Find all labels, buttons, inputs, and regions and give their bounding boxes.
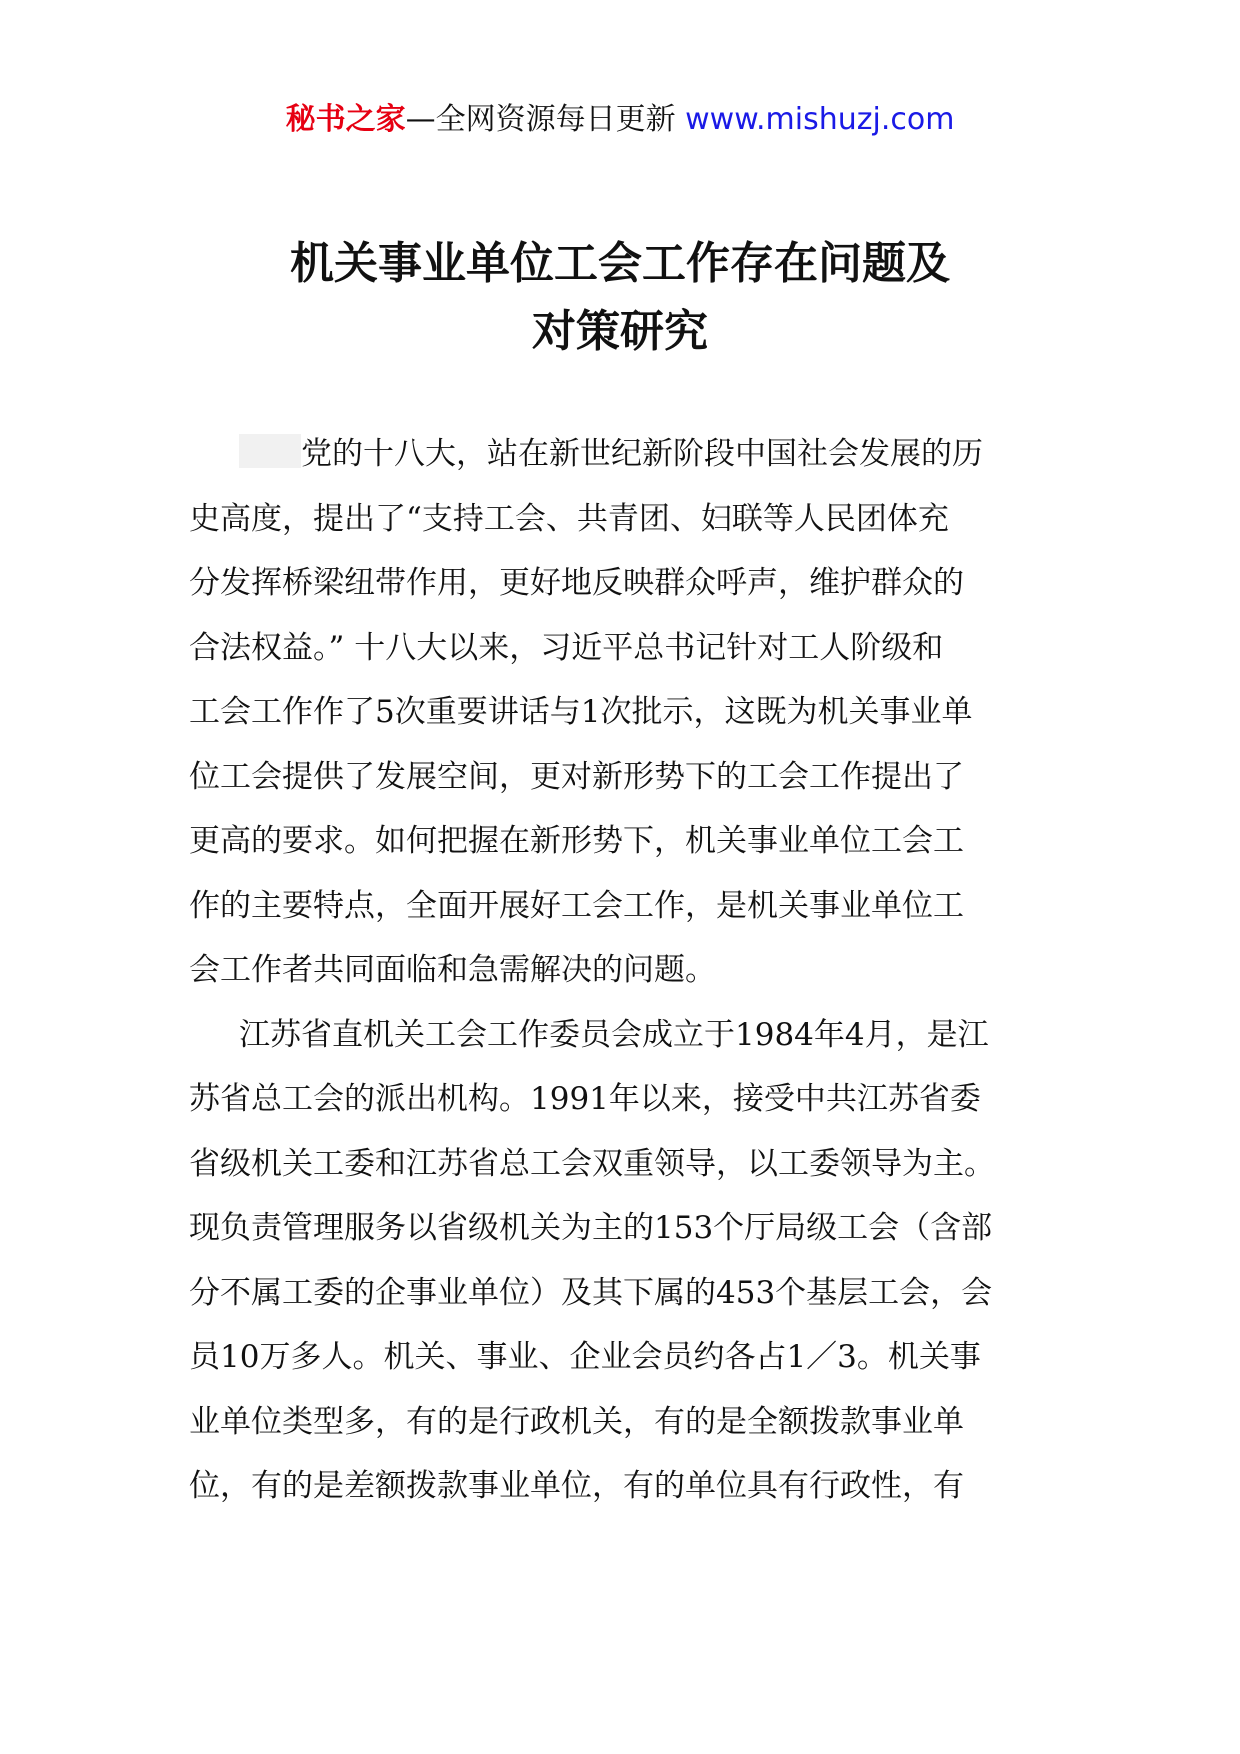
paragraph-line: 员10万多人。机关、事业、企业会员约各占1／3。机关事 <box>189 1339 981 1375</box>
paragraph-line: 位工会提供了发展空间，更对新形势下的工会工作提出了 <box>189 758 964 795</box>
paragraph-line: 苏省总工会的派出机构。1991年以来，接受中共江苏省委 <box>189 1081 981 1117</box>
paragraph-line: 工会工作作了5次重要讲话与1次批示，这既为机关事业单 <box>189 694 973 730</box>
site-slogan: —全网资源每日更新 <box>405 102 686 137</box>
paragraph-line: 合法权益。” 十八大以来，习近平总书记针对工人阶级和 <box>189 629 944 666</box>
site-header <box>0 100 1240 140</box>
line-text: 江苏省直机关工会工作委员会成立于1984年4月，是江 <box>239 1016 989 1053</box>
document-title <box>0 230 1240 366</box>
paragraph-1 <box>189 422 1059 1003</box>
paragraph-line: 分发挥桥梁纽带作用，更好地反映群众呼声，维护群众的 <box>189 565 964 601</box>
document-body <box>189 422 1059 1519</box>
title-line-1: 机关事业单位工会工作存在问题及 <box>290 238 950 289</box>
paragraph-line: 史高度，提出了“支持工会、共青团、妇联等人民团体充 <box>189 500 949 537</box>
paragraph-line: 会工作者共同面临和急需解决的问题。 <box>189 952 716 988</box>
site-brand: 秘书之家 <box>285 102 406 137</box>
site-url-link[interactable]: www.mishuzj.com <box>685 102 955 137</box>
title-line-2: 对策研究 <box>532 306 708 357</box>
paragraph-line: 省级机关工委和江苏省总工会双重领导，以工委领导为主。 <box>189 1145 995 1182</box>
paragraph-line: 位，有的是差额拨款事业单位，有的单位具有行政性，有 <box>189 1468 964 1504</box>
paragraph-line: 分不属工委的企事业单位）及其下属的453个基层工会，会 <box>189 1274 993 1311</box>
paragraph-line: 业单位类型多，有的是行政机关，有的是全额拨款事业单 <box>189 1403 964 1440</box>
paragraph-line: 更高的要求。如何把握在新形势下，机关事业单位工会工 <box>189 823 964 859</box>
line-text: 党的十八大，站在新世纪新阶段中国社会发展的历 <box>301 436 983 472</box>
indent-highlight <box>239 434 301 468</box>
paragraph-line <box>189 1003 1059 1068</box>
paragraph-2 <box>189 1003 1059 1519</box>
paragraph-line <box>189 422 1059 487</box>
paragraph-line: 现负责管理服务以省级机关为主的153个厅局级工会（含部 <box>189 1210 993 1246</box>
paragraph-line: 作的主要特点，全面开展好工会工作，是机关事业单位工 <box>189 887 964 924</box>
